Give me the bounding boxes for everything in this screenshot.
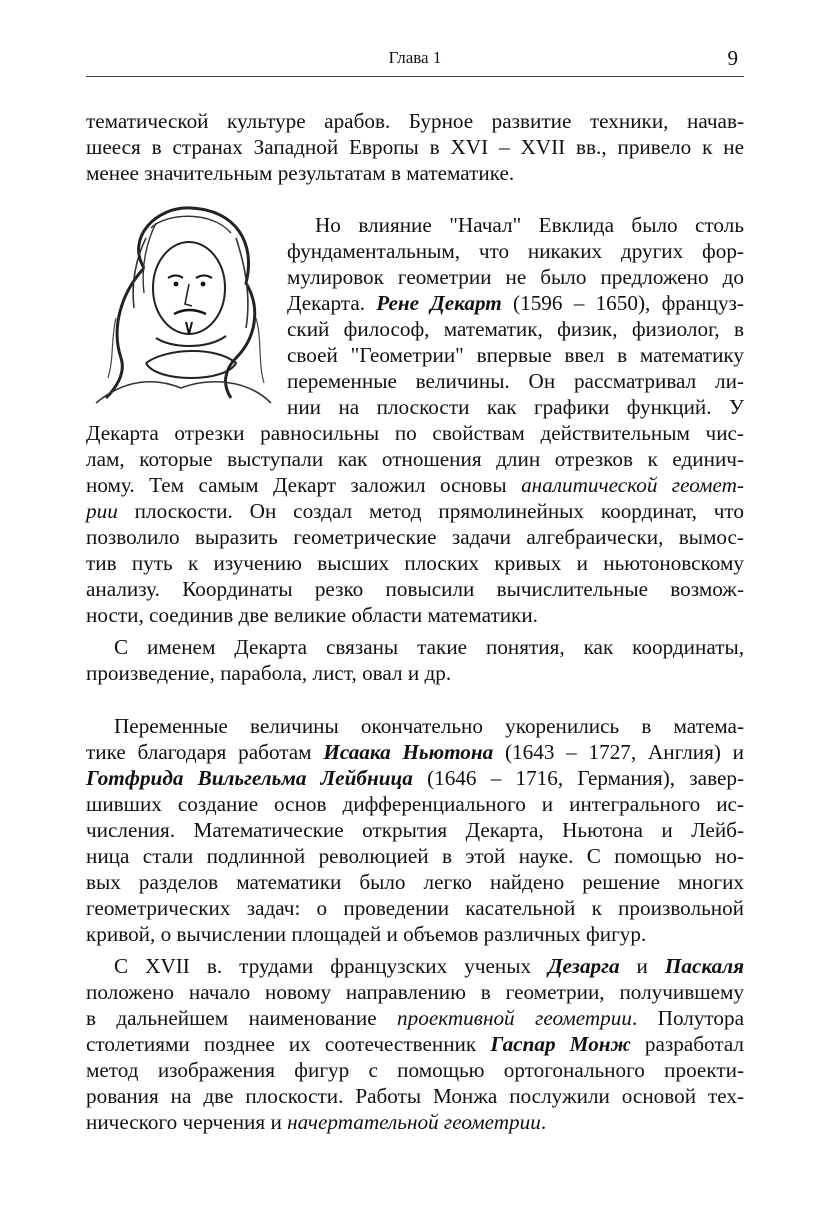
text-line [287,290,744,316]
text-segment: положено начало новому направлению в геометрии, получившему [86,980,744,1004]
text-line [287,212,744,238]
emphasis-name: Паскаля [664,954,744,978]
text-line [86,1083,744,1109]
text-line [86,634,744,660]
text-segment: Декарта. [287,291,377,315]
text-line [287,238,744,264]
text-line [287,394,744,420]
text-segment: фундаментальным, что никаких других фор- [287,239,744,263]
text-segment: ности, соединив две великие области математики. [86,603,538,627]
text-line [86,1005,744,1031]
text-segment: Переменные величины окончательно укоренились в матема- [114,714,744,738]
text-segment: кривой, о вычислении площадей и объемов различных фигур. [86,922,647,946]
text-line [86,446,744,472]
text-line [86,791,744,817]
text-segment: лам, которые выступали как отношения длин отрезков к единич- [86,447,744,471]
text-line [86,1031,744,1057]
text-segment: тематической культуре арабов. Бурное развитие техники, начав- [86,109,744,133]
chapter-title: Глава 1 [388,48,442,67]
text-segment: нического черчения и [86,1110,288,1134]
text-line [86,921,744,947]
text-segment: (1596 – 1650), француз- [501,291,744,315]
text-segment: шееся в странах Западной Европы в XVI – XVII вв., привело к не [86,135,744,159]
text-line [86,713,744,739]
emphasis-name: Дезарга [548,954,620,978]
emphasis-name: Исаака Ньютона [323,740,494,764]
text-segment: геометрических задач: о проведении касательной к произвольной [86,896,744,920]
text-segment: менее значительным результатам в математике. [86,161,515,185]
emphasis-term: аналитической геомет- [521,473,744,497]
text-segment: Но влияние "Начал" Евклида было столь [315,213,744,237]
text-line [86,739,744,765]
emphasis-term: проективной геометрии [397,1006,632,1030]
text-segment: . Полутора [631,1006,744,1030]
text-segment: числения. Математические открытия Декарта, Ньютона и Лейб- [86,818,744,842]
text-segment: ница стали подлинной революцией в этой науке. С помощью но- [86,844,744,868]
text-line [86,524,744,550]
text-line [86,953,744,979]
text-segment: вых разделов математики было легко найдено решение многих [86,870,744,894]
running-header [86,46,744,77]
text-segment: тике благодаря работам [86,740,324,764]
text-line [86,160,744,186]
emphasis-name: Гаспар Монж [490,1032,631,1056]
text-segment: и [619,954,665,978]
text-line [287,264,744,290]
text-line [86,979,744,1005]
text-segment: позволило выразить геометрические задачи алгебраически, вымос- [86,525,744,549]
emphasis-term: рии [86,499,118,523]
text-line [86,550,744,576]
text-segment: в дальнейшем наименование [86,1006,398,1030]
text-segment: метод изображения фигур с помощью ортогонального проекти- [86,1058,744,1082]
emphasis-term: начертательной геометрии [287,1110,541,1134]
text-segment: . [540,1110,547,1134]
text-line [86,472,744,498]
text-segment: С именем Декарта связаны такие понятия, как координаты, [114,635,744,659]
page-number: 9 [727,46,738,70]
text-line [86,420,744,446]
emphasis-name: Готфрида Вильгельма Лейбница [86,766,413,790]
text-line [287,316,744,342]
text-segment: рования на две плоскости. Работы Монжа послужили основой тех- [86,1084,744,1108]
text-line [86,660,744,686]
text-segment: С XVII в. трудами французских ученых [114,954,549,978]
text-segment: нии на плоскости как графики функций. У [287,395,744,419]
text-segment: переменные величины. Он рассматривал ли- [287,369,744,393]
text-line [86,1057,744,1083]
descartes-portrait [86,198,276,410]
text-segment: (1646 – 1716, Германия), завер- [412,766,745,790]
text-line [86,869,744,895]
text-line [287,342,744,368]
text-segment: ский философ, математик, физик, физиолог, в [287,317,744,341]
text-segment: анализу. Координаты резко повысили вычислительные возмож- [86,577,744,601]
text-segment: разработал [630,1032,745,1056]
text-line [86,576,744,602]
text-segment: произведение, парабола, лист, овал и др. [86,661,452,685]
text-segment: ному. Тем самым Декарт заложил основы [86,473,522,497]
text-segment: шивших создание основ дифференциального и интегрального ис- [86,792,744,816]
text-line [86,843,744,869]
text-line [86,134,744,160]
text-line [86,1109,744,1135]
text-segment: Декарта отрезки равносильны по свойствам действительным чис- [86,421,744,445]
text-segment: плоскости. Он создал метод прямолинейных координат, что [117,499,744,523]
text-segment: тив путь к изучению высших плоских кривых и ньютоновскому [86,551,744,575]
text-segment: мулировок геометрии не было предложено до [287,265,744,289]
text-line [86,765,744,791]
text-line [86,498,744,524]
text-line [86,895,744,921]
emphasis-name: Рене Декарт [376,291,502,315]
text-line [86,108,744,134]
text-line [86,817,744,843]
text-segment: столетиями позднее их соотечественник [86,1032,491,1056]
text-segment: (1643 – 1727, Англия) и [493,740,745,764]
text-segment: своей "Геометрии" впервые ввел в математику [287,343,744,367]
text-line [287,368,744,394]
text-line [86,602,744,628]
